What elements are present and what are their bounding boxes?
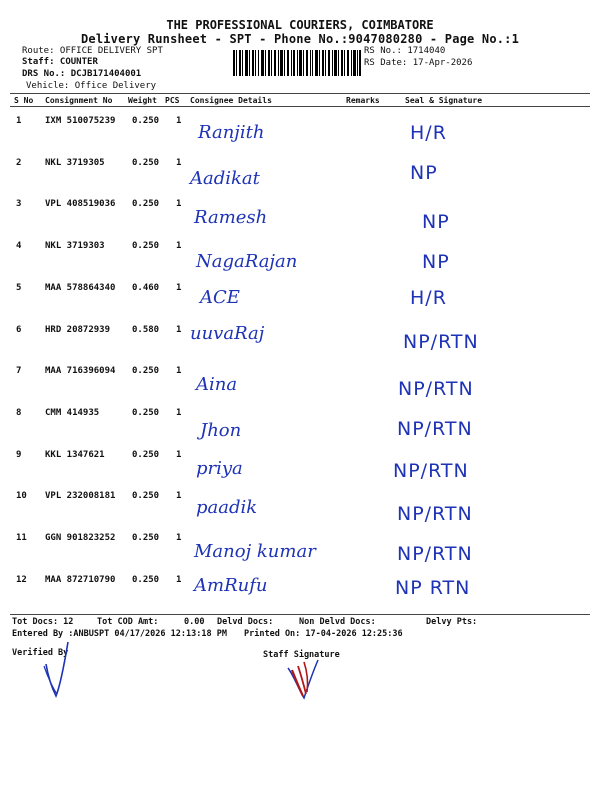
staff-label: Staff: COUNTER [22,57,98,67]
weight-cell: 0.250 [132,533,160,543]
verified-signature-mark [30,636,80,700]
table-row [10,483,590,525]
weight-cell: 0.250 [132,574,160,585]
consignee-signature: Ramesh [194,207,268,229]
runsheet-title: Delivery Runsheet - SPT - Phone No.:9047080280 - Page No.:1 [80,32,520,46]
sno-cell: 5 [16,282,22,293]
seal-signature: NP/RTN [397,417,473,440]
pcs-cell: 1 [176,116,182,126]
weight-cell: 0.250 [132,407,160,418]
table-row [10,400,590,442]
consignee-signature: AmRufu [194,574,268,596]
consignment-number-cell: MAA 578864340 [45,282,116,293]
sno-cell: 6 [16,324,22,335]
sno-cell: 3 [16,199,22,210]
col-seal-signature: Seal & Signature [405,96,483,105]
drs-number: DRS No.: DCJB171404001 [22,69,142,79]
col-consignee: Consignee Details [190,96,272,105]
pcs-cell: 1 [176,282,182,293]
col-remarks: Remarks [346,96,380,105]
sno-cell: 8 [16,407,22,418]
sno-cell: 2 [16,157,22,168]
pcs-cell: 1 [176,407,182,418]
table-row [10,233,590,275]
sno-cell: 7 [16,366,22,377]
table-top-rule [10,93,590,94]
route-label: Route: OFFICE DELIVERY SPT [22,46,163,56]
weight-cell: 0.250 [132,241,160,252]
col-pcs: PCS [165,96,180,105]
delivered-docs: Delvd Docs: [217,617,274,627]
consignee-signature: priya [196,457,243,479]
company-title: THE PROFESSIONAL COURIERS, COIMBATORE [166,18,434,32]
consignment-number-cell: KKL 1347621 [45,449,105,460]
footer-rule [10,614,590,615]
sno-cell: 12 [16,574,27,585]
total-cod-amount: Tot COD Amt: 0.00 [97,617,205,627]
seal-signature: NP/RTN [397,543,473,565]
table-row [10,567,590,609]
pcs-cell: 1 [176,533,182,543]
consignee-signature: Aina [196,374,238,396]
pcs-cell: 1 [176,241,182,252]
consignee-signature: ACE [200,286,240,308]
table-row [10,150,590,192]
table-row [10,442,590,484]
pcs-cell: 1 [176,491,182,502]
table-row [10,108,590,150]
col-consignment: Consignment No [45,96,113,105]
consignment-number-cell: NKL 3719305 [45,157,105,168]
consignment-number-cell: MAA 716396094 [45,366,116,377]
seal-signature: NP [422,211,450,234]
consignee-signature: Ranjith [198,122,265,143]
pcs-cell: 1 [176,449,182,460]
consignee-signature: Manoj kumar [194,541,316,562]
weight-cell: 0.250 [132,449,160,460]
staff-signature-mark [282,656,338,702]
pcs-cell: 1 [176,366,182,377]
seal-signature: NP/RTN [403,330,479,353]
entered-by: Entered By :ANBUSPT 04/17/2026 12:13:18 PM [12,629,227,639]
col-weight: Weight [128,96,157,105]
weight-cell: 0.250 [132,157,160,168]
seal-signature: H/R [410,286,447,309]
consignment-number-cell: VPL 232008181 [45,491,116,502]
sno-cell: 9 [16,449,22,460]
table-row [10,358,590,400]
weight-cell: 0.250 [132,491,160,502]
total-docs: Tot Docs: 12 [12,617,74,627]
staff-signature-label: Staff Signature [263,650,340,660]
seal-signature: NP/RTN [393,459,469,482]
seal-signature: NP [422,251,450,274]
seal-signature: NP/RTN [397,503,473,526]
consignee-signature: NagaRajan [196,251,298,273]
table-row [10,525,590,567]
sno-cell: 1 [16,116,22,126]
sno-cell: 4 [16,241,22,252]
delivery-points: Delvy Pts: [426,617,478,627]
seal-signature: NP RTN [395,576,471,599]
seal-signature: H/R [410,122,447,144]
consignment-number-cell: HRD 20872939 [45,324,111,335]
consignee-signature: Aadikat [190,167,260,189]
consignment-number-cell: GGN 901823252 [45,533,116,543]
consignment-number-cell: NKL 3719303 [45,241,105,252]
weight-cell: 0.580 [132,324,160,335]
verified-by-label: Verified By [12,648,69,658]
consignment-number-cell: CMM 414935 [45,407,100,418]
sno-cell: 10 [16,491,27,502]
consignee-signature: paadik [196,497,258,519]
printed-on: Printed On: 17-04-2026 12:25:36 [244,629,403,639]
non-delivered-docs: Non Delvd Docs: [299,617,376,627]
consignment-number-cell: VPL 408519036 [45,199,116,210]
sno-cell: 11 [16,533,27,543]
barcode [233,50,361,76]
table-row [10,275,590,317]
weight-cell: 0.250 [132,116,160,126]
col-sno: S No [14,96,34,105]
consignment-number-cell: MAA 872710790 [45,574,116,585]
weight-cell: 0.250 [132,366,160,377]
weight-cell: 0.250 [132,199,160,210]
pcs-cell: 1 [176,324,182,335]
rs-date: RS Date: 17-Apr-2026 [364,58,473,68]
rs-number: RS No.: 1714040 [364,46,446,56]
pcs-cell: 1 [176,199,182,210]
consignee-signature: uuvaRaj [190,322,265,344]
pcs-cell: 1 [176,574,182,585]
seal-signature: NP/RTN [398,378,474,401]
table-row [10,317,590,359]
weight-cell: 0.460 [132,282,160,293]
vehicle-label: Vehicle: Office Delivery [26,81,157,91]
consignee-signature: Jhon [200,419,242,441]
consignment-number-cell: IXM 510075239 [45,116,116,126]
table-row [10,191,590,233]
table-header-rule [10,106,590,107]
seal-signature: NP [410,161,438,184]
pcs-cell: 1 [176,157,182,168]
